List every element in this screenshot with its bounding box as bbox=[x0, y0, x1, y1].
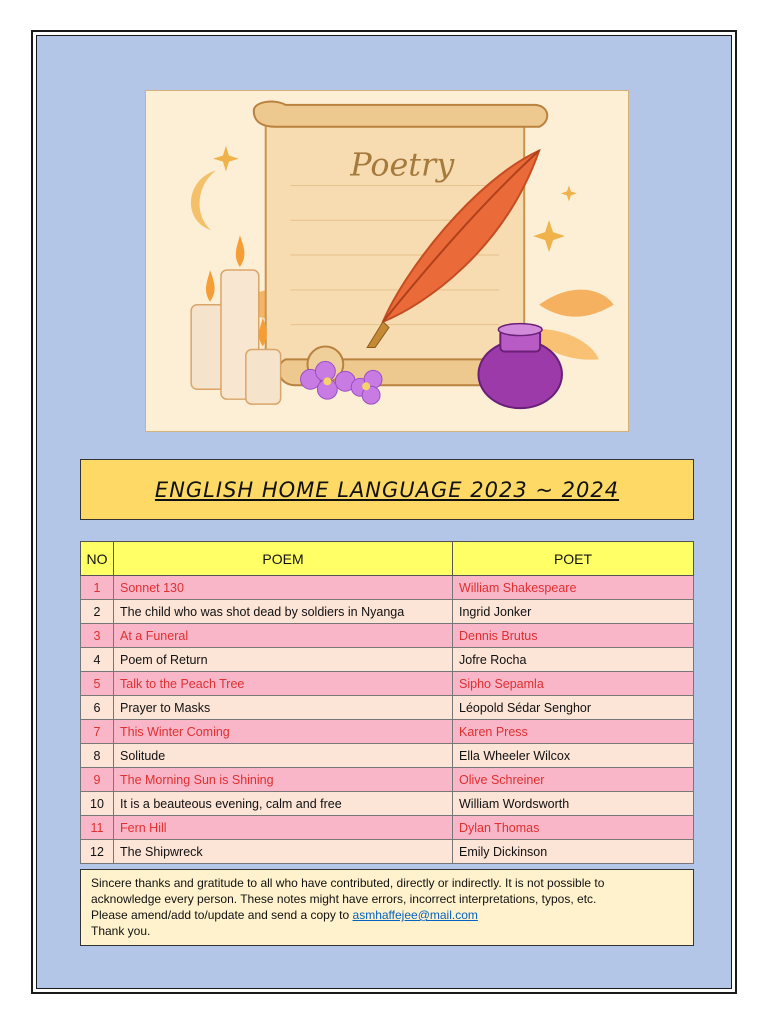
poem-title: At a Funeral bbox=[114, 624, 453, 648]
note-thanks: Thank you. bbox=[91, 924, 151, 938]
row-number: 8 bbox=[81, 744, 114, 768]
row-number: 11 bbox=[81, 816, 114, 840]
poet-name: William Shakespeare bbox=[453, 576, 694, 600]
table-header-row bbox=[81, 542, 694, 576]
poet-name: Olive Schreiner bbox=[453, 768, 694, 792]
poet-name: Sipho Sepamla bbox=[453, 672, 694, 696]
page-background bbox=[36, 35, 732, 989]
title-banner bbox=[80, 459, 694, 520]
table-row bbox=[81, 720, 694, 744]
poem-title: This Winter Coming bbox=[114, 720, 453, 744]
page-frame bbox=[31, 30, 737, 994]
table-row bbox=[81, 768, 694, 792]
table-row bbox=[81, 600, 694, 624]
table-row bbox=[81, 792, 694, 816]
row-number: 6 bbox=[81, 696, 114, 720]
row-number: 7 bbox=[81, 720, 114, 744]
header-no: NO bbox=[81, 542, 114, 576]
table-row bbox=[81, 816, 694, 840]
poetry-illustration bbox=[145, 90, 629, 432]
note-line: acknowledge every person. These notes might have errors, incorrect interpretations, typos, etc. bbox=[91, 892, 597, 906]
acknowledgement-note bbox=[80, 869, 694, 946]
poem-title: Talk to the Peach Tree bbox=[114, 672, 453, 696]
table-row bbox=[81, 648, 694, 672]
note-line-prefix: Please amend/add to/update and send a copy to bbox=[91, 908, 353, 922]
poem-table bbox=[80, 541, 694, 864]
poet-name: Léopold Sédar Senghor bbox=[453, 696, 694, 720]
table-row bbox=[81, 624, 694, 648]
poem-title: Fern Hill bbox=[114, 816, 453, 840]
poem-title: The child who was shot dead by soldiers in Nyanga bbox=[114, 600, 453, 624]
header-poem: POEM bbox=[114, 542, 453, 576]
email-link[interactable]: asmhaffejee@mail.com bbox=[352, 908, 478, 922]
poet-name: Ella Wheeler Wilcox bbox=[453, 744, 694, 768]
poet-name: Dylan Thomas bbox=[453, 816, 694, 840]
table-row bbox=[81, 576, 694, 600]
scroll-text: Poetry bbox=[350, 145, 455, 184]
poem-title: Prayer to Masks bbox=[114, 696, 453, 720]
page-title: ENGLISH HOME LANGUAGE 2023 ~ 2024 bbox=[154, 477, 620, 502]
poem-title: Sonnet 130 bbox=[114, 576, 453, 600]
poem-title: The Shipwreck bbox=[114, 840, 453, 864]
poet-name: Karen Press bbox=[453, 720, 694, 744]
table-row bbox=[81, 696, 694, 720]
poet-name: Dennis Brutus bbox=[453, 624, 694, 648]
table-row bbox=[81, 840, 694, 864]
poet-name: Emily Dickinson bbox=[453, 840, 694, 864]
poem-title: Poem of Return bbox=[114, 648, 453, 672]
table-row bbox=[81, 672, 694, 696]
note-line: Sincere thanks and gratitude to all who have contributed, directly or indirectly. It is not possible to bbox=[91, 876, 605, 890]
poem-title: Solitude bbox=[114, 744, 453, 768]
row-number: 10 bbox=[81, 792, 114, 816]
row-number: 3 bbox=[81, 624, 114, 648]
note-line bbox=[91, 907, 683, 923]
poet-name: William Wordsworth bbox=[453, 792, 694, 816]
header-poet: POET bbox=[453, 542, 694, 576]
row-number: 9 bbox=[81, 768, 114, 792]
poet-name: Jofre Rocha bbox=[453, 648, 694, 672]
poet-name: Ingrid Jonker bbox=[453, 600, 694, 624]
table-row bbox=[81, 744, 694, 768]
row-number: 1 bbox=[81, 576, 114, 600]
row-number: 4 bbox=[81, 648, 114, 672]
row-number: 5 bbox=[81, 672, 114, 696]
row-number: 12 bbox=[81, 840, 114, 864]
poem-title: The Morning Sun is Shining bbox=[114, 768, 453, 792]
poem-title: It is a beauteous evening, calm and free bbox=[114, 792, 453, 816]
row-number: 2 bbox=[81, 600, 114, 624]
